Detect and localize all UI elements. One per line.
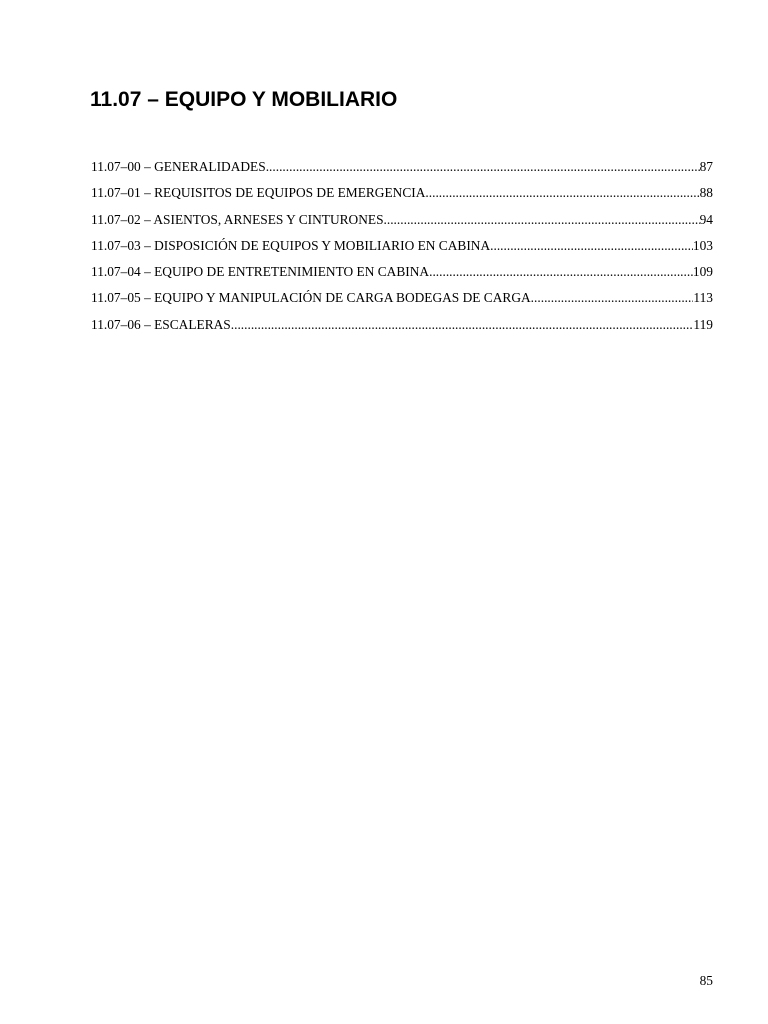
toc-leader-dots [384, 210, 700, 230]
toc-entry-label: 11.07–02 – ASIENTOS, ARNESES Y CINTURONES [91, 211, 384, 227]
toc-entry-label: 11.07–06 – ESCALERAS [91, 316, 231, 332]
section-heading: 11.07 – EQUIPO Y MOBILIARIO [90, 88, 398, 111]
toc-entry-label: 11.07–01 – REQUISITOS DE EQUIPOS DE EMERGENCIA [91, 185, 426, 201]
toc-leader-dots [231, 315, 694, 335]
toc-entry[interactable] [91, 315, 713, 341]
toc-entry-page: 87 [699, 159, 713, 174]
toc-entry[interactable] [91, 157, 713, 183]
toc-entry-label: 11.07–04 – EQUIPO DE ENTRETENIMIENTO EN CABINA [91, 264, 430, 280]
toc-leader-dots [425, 183, 699, 203]
toc-leader-dots [266, 157, 700, 177]
page-number: 85 [699, 973, 713, 988]
toc-entry[interactable] [91, 288, 713, 314]
toc-entry[interactable] [91, 236, 713, 262]
toc-entry-page: 109 [692, 264, 713, 280]
toc-entry[interactable] [91, 262, 713, 288]
toc-leader-dots [490, 236, 693, 256]
toc-entry-label: 11.07–00 – GENERALIDADES [91, 159, 266, 174]
toc-entry-page: 113 [693, 290, 713, 306]
toc-entry-page: 119 [693, 316, 713, 332]
toc-entry-label: 11.07–05 – EQUIPO Y MANIPULACIÓN DE CARGA BODEGAS DE CARGA [91, 290, 531, 306]
toc-leader-dots [531, 288, 694, 308]
toc-entry[interactable] [91, 183, 713, 209]
toc-entry-label: 11.07–03 – DISPOSICIÓN DE EQUIPOS Y MOBILIARIO EN CABINA [91, 237, 491, 253]
toc-leader-dots [429, 262, 693, 282]
toc-entry-page: 88 [699, 185, 713, 201]
toc-entry[interactable] [91, 210, 713, 236]
toc-entry-page: 94 [699, 211, 713, 227]
toc-entry-page: 103 [692, 237, 713, 253]
table-of-contents [91, 157, 713, 341]
